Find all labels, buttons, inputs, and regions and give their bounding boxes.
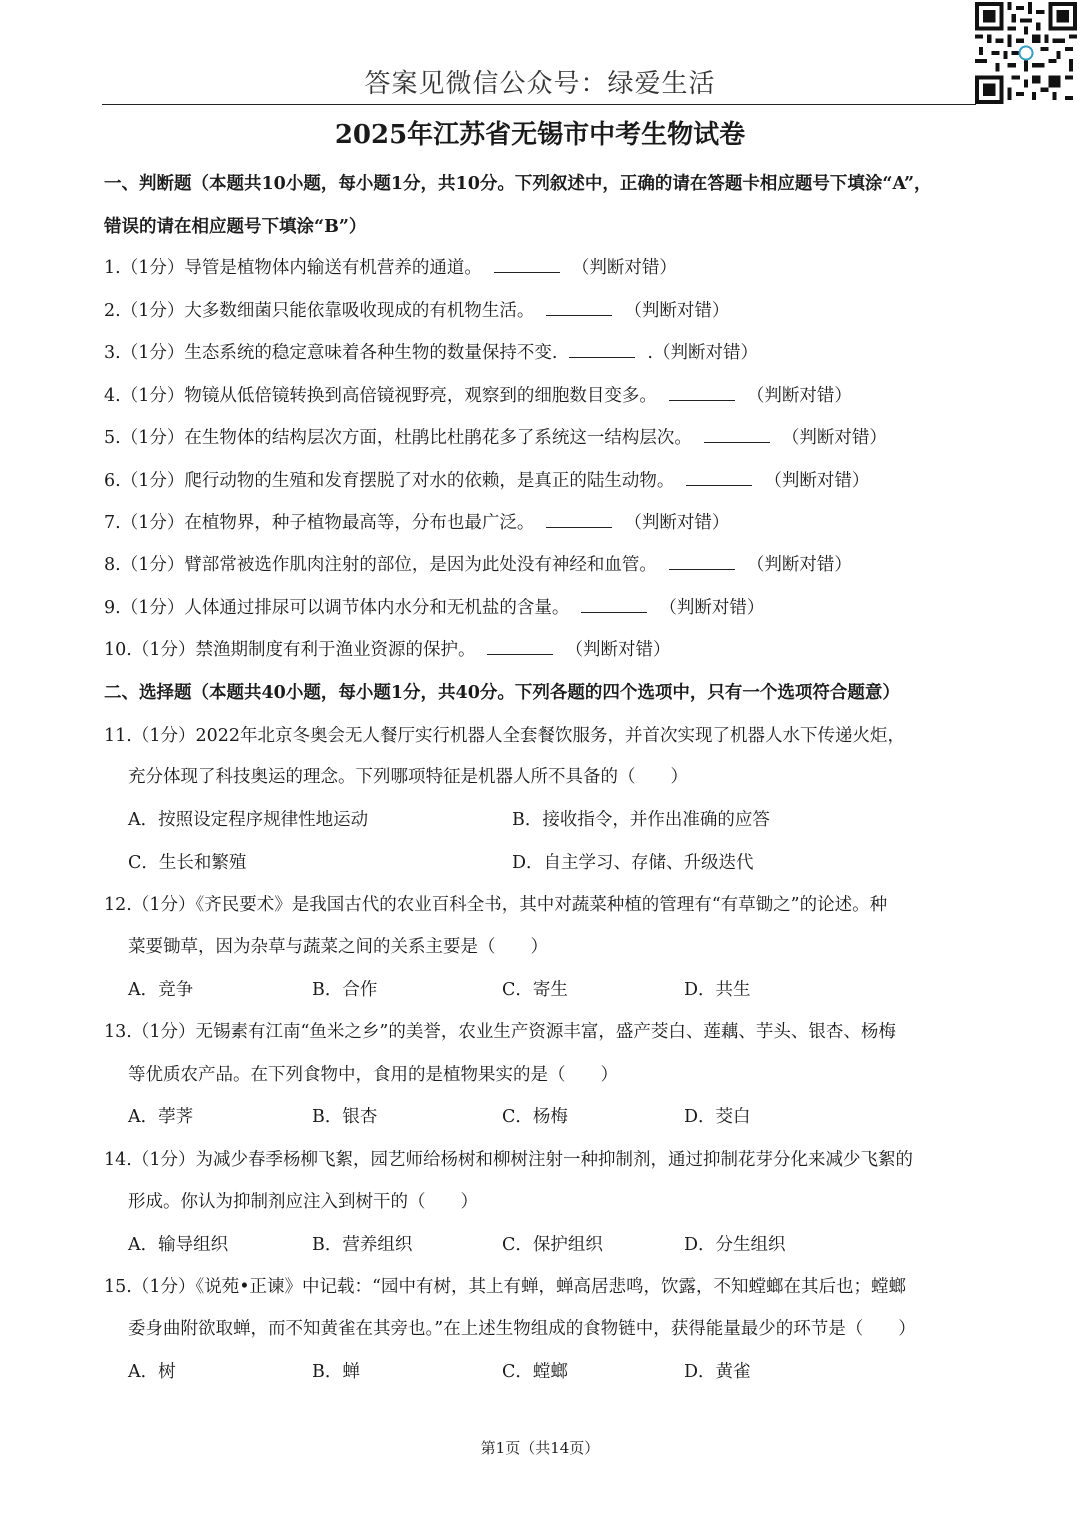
item-text: 生态系统的稳定意味着各种生物的数量保持不变. <box>184 343 558 363</box>
q11-option-a[interactable]: A．按照设定程序规律性地运动 <box>128 810 369 830</box>
item-hint: .（判断对错） <box>647 343 758 363</box>
q13-option-b[interactable]: B．银杏 <box>312 1107 378 1127</box>
item-number: 1. <box>104 258 121 278</box>
item-score: （1分） <box>120 386 185 406</box>
answer-blank[interactable] <box>546 297 612 316</box>
item-hint: （判断对错） <box>565 640 671 660</box>
q12-option-c[interactable]: C．寄生 <box>502 980 568 1000</box>
answer-blank[interactable] <box>569 339 635 358</box>
tf-item <box>104 467 869 495</box>
q13-option-d[interactable]: D．茭白 <box>684 1107 751 1127</box>
watermark-header: 答案见微信公众号：绿爱生活 <box>364 69 716 99</box>
q15-option-b[interactable]: B．蝉 <box>312 1362 360 1382</box>
question-15-line2: 委身曲附欲取蝉，而不知黄雀在其旁也。”在上述生物组成的食物链中，获得能量最少的环节是（ ） <box>128 1319 916 1339</box>
q14-option-d[interactable]: D．分生组织 <box>684 1235 786 1255</box>
answer-blank[interactable] <box>686 467 752 486</box>
item-text: 物镜从低倍镜转换到高倍镜视野亮，观察到的细胞数目变多。 <box>184 386 657 406</box>
item-number: 8. <box>104 555 121 575</box>
tf-item <box>104 254 677 282</box>
item-hint: （判断对错） <box>624 301 730 321</box>
answer-blank[interactable] <box>487 636 553 655</box>
q14-option-b[interactable]: B．营养组织 <box>312 1235 413 1255</box>
q12-option-a[interactable]: A．竞争 <box>128 980 194 1000</box>
section1-heading-line2: 错误的请在相应题号下填涂“B”） <box>104 217 367 237</box>
item-score: （1分） <box>120 258 185 278</box>
item-number: 2. <box>104 301 121 321</box>
tf-item <box>104 339 758 367</box>
item-hint: （判断对错） <box>571 258 677 278</box>
answer-blank[interactable] <box>669 551 735 570</box>
tf-item <box>104 297 729 325</box>
item-number: 9. <box>104 598 121 618</box>
q11-option-d[interactable]: D．自主学习、存储、升级迭代 <box>512 853 754 873</box>
answer-blank[interactable] <box>494 254 560 273</box>
q12-option-b[interactable]: B．合作 <box>312 980 378 1000</box>
item-score: （1分） <box>120 555 185 575</box>
item-number: 6. <box>104 471 121 491</box>
item-hint: （判断对错） <box>764 471 870 491</box>
tf-item <box>104 594 764 622</box>
section2-heading: 二、选择题（本题共40小题，每小题1分，共40分。下列各题的四个选项中，只有一个选项符合题意） <box>104 683 900 703</box>
answer-blank[interactable] <box>581 594 647 613</box>
q14-option-c[interactable]: C．保护组织 <box>502 1235 603 1255</box>
answer-blank[interactable] <box>546 509 612 528</box>
page-title: 2025年江苏省无锡市中考生物试卷 <box>334 120 746 150</box>
item-hint: （判断对错） <box>746 386 852 406</box>
item-text: 人体通过排尿可以调节体内水分和无机盐的含量。 <box>184 598 570 618</box>
tf-item <box>104 551 852 579</box>
item-number: 3. <box>104 343 121 363</box>
question-11-line2: 充分体现了科技奥运的理念。下列哪项特征是机器人所不具备的（ ） <box>128 767 688 787</box>
q15-option-d[interactable]: D．黄雀 <box>684 1362 751 1382</box>
answer-blank[interactable] <box>669 382 735 401</box>
q13-option-a[interactable]: A．荸荠 <box>128 1107 194 1127</box>
tf-item <box>104 509 729 537</box>
item-hint: （判断对错） <box>781 428 887 448</box>
item-score: （1分） <box>120 513 185 533</box>
item-hint: （判断对错） <box>659 598 765 618</box>
tf-item <box>104 424 887 452</box>
item-text: 导管是植物体内输送有机营养的通道。 <box>184 258 482 278</box>
item-number: 10. <box>104 640 132 660</box>
question-14-line1: 14.（1分）为减少春季杨柳飞絮，园艺师给杨树和柳树注射一种抑制剂，通过抑制花芽分化来减少飞絮的 <box>104 1150 913 1170</box>
item-text: 大多数细菌只能依靠吸收现成的有机物生活。 <box>184 301 535 321</box>
item-score: （1分） <box>120 343 185 363</box>
item-score: （1分） <box>120 428 185 448</box>
answer-blank[interactable] <box>704 424 770 443</box>
item-text: 禁渔期制度有利于渔业资源的保护。 <box>195 640 476 660</box>
item-number: 5. <box>104 428 121 448</box>
q11-option-b[interactable]: B．接收指令，并作出准确的应答 <box>512 810 770 830</box>
question-15-line1: 15.（1分）《说苑•正谏》中记载：“园中有树，其上有蝉，蝉高居悲鸣，饮露，不知螳螂在其后也；螳螂 <box>104 1277 906 1297</box>
question-12-line2: 菜要锄草，因为杂草与蔬菜之间的关系主要是（ ） <box>128 937 548 957</box>
question-13-line1: 13.（1分）无锡素有江南“鱼米之乡”的美誉，农业生产资源丰富，盛产茭白、莲藕、芋头、银杏、杨梅 <box>104 1022 896 1042</box>
item-number: 4. <box>104 386 121 406</box>
header-divider <box>102 104 976 105</box>
item-text: 在植物界，种子植物最高等，分布也最广泛。 <box>184 513 535 533</box>
item-text: 臂部常被选作肌肉注射的部位，是因为此处没有神经和血管。 <box>184 555 657 575</box>
question-11-line1: 11.（1分）2022年北京冬奥会无人餐厅实行机器人全套餐饮服务，并首次实现了机器人水下传递火炬， <box>104 726 905 746</box>
q15-option-a[interactable]: A．树 <box>128 1362 176 1382</box>
q12-option-d[interactable]: D．共生 <box>684 980 751 1000</box>
item-hint: （判断对错） <box>624 513 730 533</box>
qr-code-icon <box>975 2 1077 104</box>
q14-option-a[interactable]: A．输导组织 <box>128 1235 229 1255</box>
item-number: 7. <box>104 513 121 533</box>
q13-option-c[interactable]: C．杨梅 <box>502 1107 568 1127</box>
tf-item <box>104 636 670 664</box>
item-score: （1分） <box>131 640 196 660</box>
question-12-line1: 12.（1分）《齐民要术》是我国古代的农业百科全书，其中对蔬菜种植的管理有“有草锄之”的论述。种 <box>104 895 888 915</box>
q15-option-c[interactable]: C．螳螂 <box>502 1362 568 1382</box>
tf-item <box>104 382 852 410</box>
question-13-line2: 等优质农产品。在下列食物中，食用的是植物果实的是（ ） <box>128 1065 618 1085</box>
item-score: （1分） <box>120 301 185 321</box>
item-text: 在生物体的结构层次方面，杜鹃比杜鹃花多了系统这一结构层次。 <box>184 428 692 448</box>
item-text: 爬行动物的生殖和发育摆脱了对水的依赖，是真正的陆生动物。 <box>184 471 675 491</box>
item-score: （1分） <box>120 471 185 491</box>
item-hint: （判断对错） <box>746 555 852 575</box>
q11-option-c[interactable]: C．生长和繁殖 <box>128 853 247 873</box>
section1-heading-line1: 一、判断题（本题共10小题，每小题1分，共10分。下列叙述中，正确的请在答题卡相应题号下填涂“A”， <box>104 174 932 194</box>
question-14-line2: 形成。你认为抑制剂应注入到树干的（ ） <box>128 1192 478 1212</box>
item-score: （1分） <box>120 598 185 618</box>
page-number: 第1页（共14页） <box>480 1439 600 1457</box>
